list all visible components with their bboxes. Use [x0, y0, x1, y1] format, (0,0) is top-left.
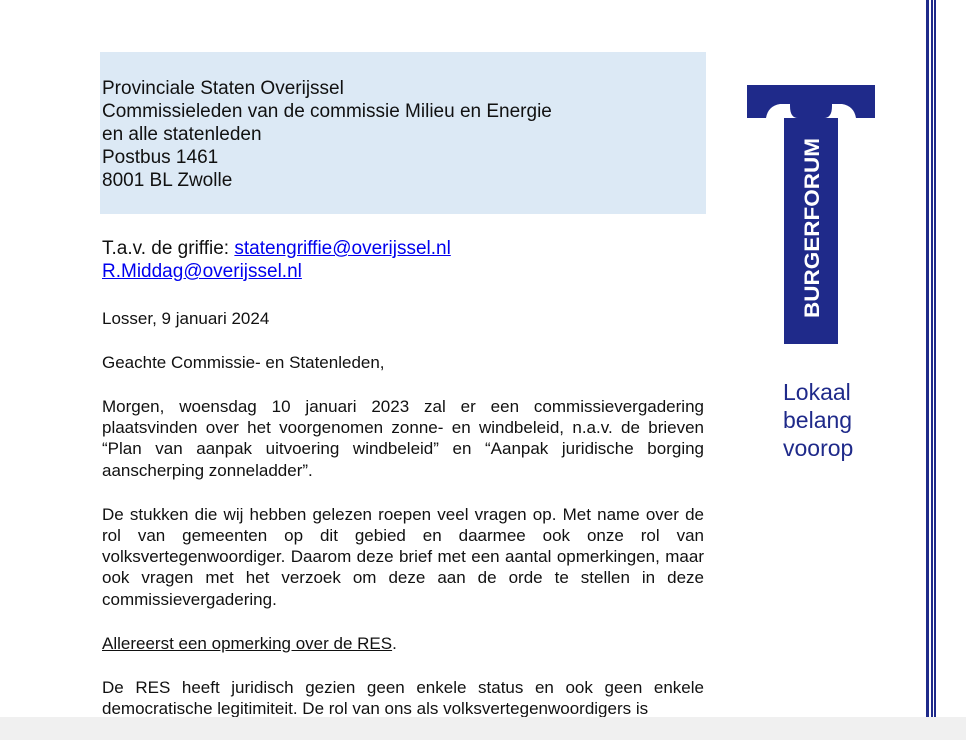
- paragraph: De stukken die wij hebben gelezen roepen veel vragen op. Met name over de rol van gemeenten op dit gebied en daarmee ook onze rol van volksvertegenwoordiger. Daarom deze brief met een aantal opmerkingen, maar ook vragen met het verzoek om deze aan de orde te stellen in deze commissievergadering.: [102, 504, 704, 609]
- tagline-line: Lokaal: [783, 379, 851, 405]
- email-link-griffie[interactable]: statengriffie@overijssel.nl: [234, 238, 451, 259]
- salutation: Geachte Commissie- en Statenleden,: [102, 352, 385, 372]
- attention-label: T.a.v. de griffie:: [102, 238, 235, 259]
- date-line: Losser, 9 januari 2024: [102, 309, 270, 328]
- logo-tagline: [783, 378, 853, 462]
- burgerforum-logo: [746, 84, 876, 346]
- email-link-middag[interactable]: R.Middag@overijssel.nl: [102, 261, 302, 282]
- tagline-line: voorop: [783, 435, 854, 461]
- logo-wordmark: BURGERFORUM: [801, 150, 824, 318]
- address-lines: [102, 77, 552, 192]
- letter-body: [102, 308, 704, 717]
- address-block: [100, 52, 706, 214]
- address-line: en alle statenleden: [102, 124, 262, 145]
- address-line: Commissieleden van de commissie Milieu en Energie: [102, 101, 552, 122]
- paragraph: Morgen, woensdag 10 januari 2023 zal er een commissievergadering plaatsvinden over het voorgenomen zonne- en windbeleid, n.a.v. de brieven “Plan van aanpak uitvoering windbeleid” en “Aanpak juridische borging aanscherping zonneladder”.: [102, 396, 704, 480]
- margin-rule: [934, 0, 936, 717]
- section-heading-text: Allereerst een opmerking over de RES: [102, 633, 393, 653]
- section-heading: [102, 633, 704, 654]
- margin-rule: [926, 0, 929, 717]
- tagline-line: belang: [783, 407, 853, 433]
- attention-block: [102, 237, 451, 283]
- address-line: Postbus 1461: [102, 147, 219, 168]
- margin-rule: [931, 0, 933, 717]
- address-line: 8001 BL Zwolle: [102, 170, 233, 191]
- paragraph: De RES heeft juridisch gezien geen enkele status en ook geen enkele democratische legitimiteit. De rol van ons als volksvertegenwoordigers is: [102, 677, 704, 717]
- address-line: Provinciale Staten Overijssel: [102, 78, 344, 99]
- viewer-bottom-bar: [0, 717, 966, 740]
- section-heading-suffix: .: [392, 633, 397, 653]
